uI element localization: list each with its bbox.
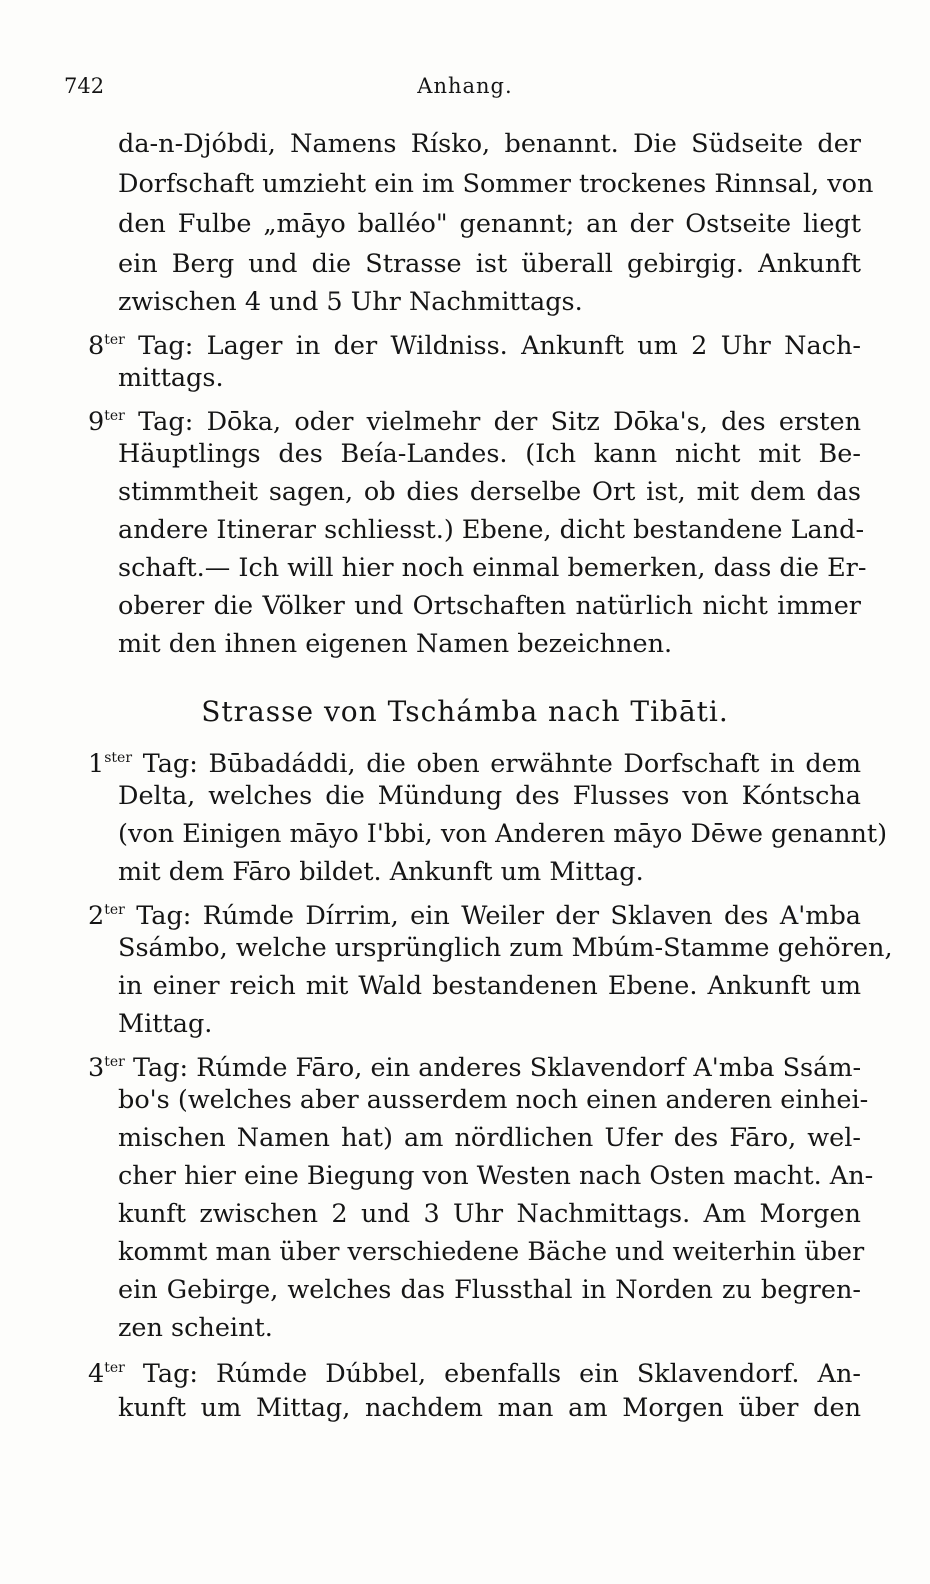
- text-line: Dorfschaft umzieht ein im Sommer trockenes Rinnsal, von: [118, 169, 874, 199]
- day-entry-line: $4^{ter}$ Tag: Rúmde Dúbbel, ebenfalls ein Sklavendorf. An-: [88, 1359, 862, 1389]
- day-ordinal: ster: [104, 750, 133, 766]
- day-number: 8: [88, 331, 105, 361]
- text-line: Mittag.: [118, 1009, 213, 1039]
- text-line: den Fulbe „māyo balléo" genannt; an der Ostseite liegt: [118, 209, 861, 239]
- text-line: mischen Namen hat) am nördlichen Ufer des Fāro, wel-: [118, 1123, 861, 1153]
- text-line: (von Einigen māyo I'bbi, von Anderen māyo Dēwe genannt): [118, 819, 888, 849]
- text-line: Delta, welches die Mündung des Flusses von Kóntscha: [118, 781, 861, 811]
- text-line: zen scheint.: [118, 1313, 273, 1343]
- text-line: oberer die Völker und Ortschaften natürlich nicht immer: [118, 591, 861, 621]
- text-line: zwischen 4 und 5 Uhr Nachmittags.: [118, 287, 583, 317]
- day-ordinal: ter: [104, 408, 125, 424]
- day-ordinal: ter: [104, 332, 125, 348]
- day-number: 4: [88, 1359, 105, 1389]
- text-line: kunft um Mittag, nachdem man am Morgen über den: [118, 1393, 861, 1423]
- text-line: kunft zwischen 2 und 3 Uhr Nachmittags. Am Morgen: [118, 1199, 861, 1229]
- day-ordinal: ter: [104, 1054, 125, 1070]
- day-entry-line: $3^{ter}$ Tag: Rúmde Fāro, ein anderes Sklavendorf A'mba Ssám-: [88, 1053, 862, 1083]
- day-entry-line: $8^{ter}$ Tag: Lager in der Wildniss. Ankunft um 2 Uhr Nach-: [88, 331, 861, 361]
- day-number: 3: [88, 1053, 105, 1083]
- day-number: 1: [88, 749, 105, 779]
- text-line: ein Gebirge, welches das Flussthal in Norden zu begren-: [118, 1275, 861, 1305]
- day-ordinal: ter: [104, 1360, 125, 1376]
- day-number: 9: [88, 407, 105, 437]
- text-line: stimmtheit sagen, ob dies derselbe Ort ist, mit dem das: [118, 477, 861, 507]
- page-header: [64, 74, 866, 104]
- page-number: 742: [64, 74, 105, 98]
- text-line: bo's (welches aber ausserdem noch einen anderen einhei-: [118, 1085, 869, 1115]
- text-line: Häuptlings des Beía-Landes. (Ich kann nicht mit Be-: [118, 439, 861, 469]
- text-line: andere Itinerar schliesst.) Ebene, dicht bestandene Land-: [118, 515, 865, 545]
- text-line: mit dem Fāro bildet. Ankunft um Mittag.: [118, 857, 644, 887]
- day-entry-line: $2^{ter}$ Tag: Rúmde Dírrim, ein Weiler der Sklaven des A'mba: [88, 901, 861, 931]
- text-line: da-n-Djóbdi, Namens Rísko, benannt. Die Südseite der: [118, 129, 861, 159]
- text-line: in einer reich mit Wald bestandenen Ebene. Ankunft um: [118, 971, 861, 1001]
- text-line: cher hier eine Biegung von Westen nach Osten macht. An-: [118, 1161, 874, 1191]
- text-line: mit den ihnen eigenen Namen bezeichnen.: [118, 629, 673, 659]
- text-line: Ssámbo, welche ursprünglich zum Mbúm-Stamme gehören,: [118, 933, 893, 963]
- day-entry-line: $9^{ter}$ Tag: Dōka, oder vielmehr der Sitz Dōka's, des ersten: [88, 407, 862, 437]
- text-line: kommt man über verschiedene Bäche und weiterhin über: [118, 1237, 865, 1267]
- day-entry-line: $1^{ster}$ Tag: Būbadáddi, die oben erwähnte Dorfschaft in dem: [88, 749, 862, 779]
- text-line: ein Berg und die Strasse ist überall gebirgig. Ankunft: [118, 249, 861, 279]
- text-line: schaft.— Ich will hier noch einmal bemerken, dass die Er-: [118, 553, 867, 583]
- section-heading: Strasse von Tschámba nach Tibāti.: [201, 695, 729, 728]
- running-head: Anhang.: [417, 74, 513, 98]
- text-line: mittags.: [118, 363, 224, 393]
- day-number: 2: [88, 901, 105, 931]
- day-ordinal: ter: [104, 902, 125, 918]
